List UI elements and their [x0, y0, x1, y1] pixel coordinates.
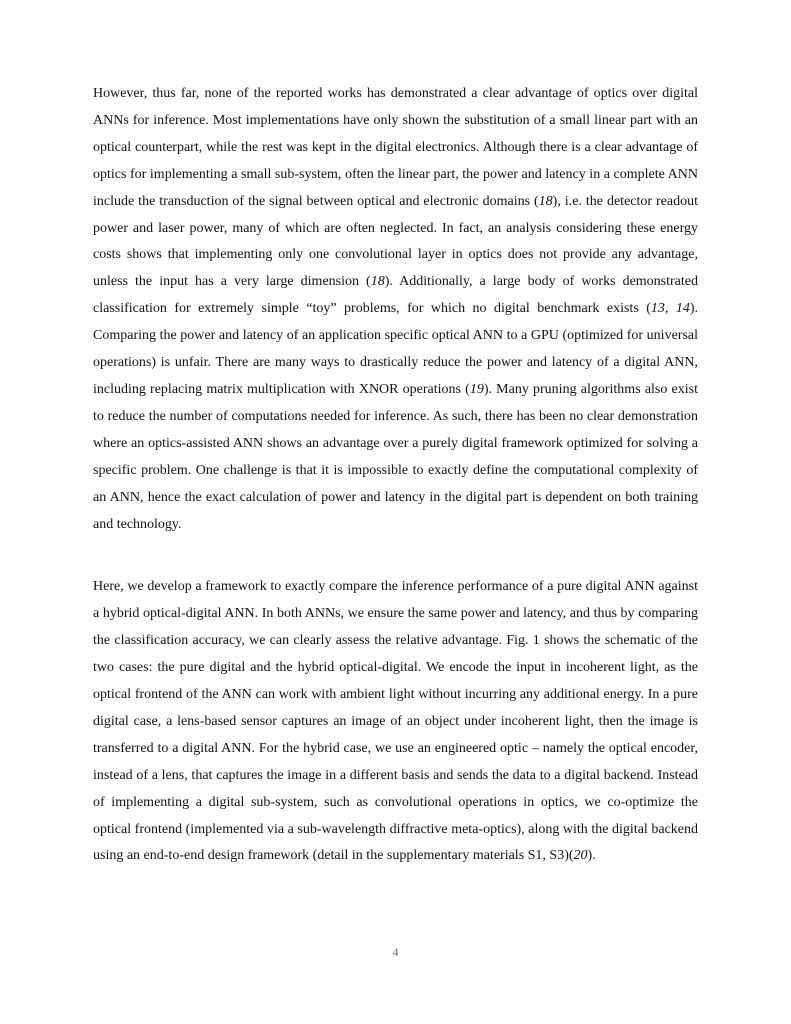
- text-segment: Here, we develop a framework to exactly compare the inference performance of a pure digital ANN against a hybrid optical-digital ANN. In both ANNs, we ensure the same power and latency, and thus by comparing the classification accuracy, we can clearly assess the relative advantage. Fig. 1 shows the schematic of the two cases: the pure digital and the hybrid optical-digital. We encode the input in incoherent light, as the optical frontend of the ANN can work with ambient light without incurring any additional energy. In a pure digital case, a lens-based sensor captures an image of an object under incoherent light, then the image is transferred to a digital ANN. For the hybrid case, we use an engineered optic – namely the optical encoder, instead of a lens, that captures the image in a different basis and sends the data to a digital backend. Instead of implementing a digital sub-system, such as convolutional operations in optics, we co-optimize the optical frontend (implemented via a sub-wavelength diffractive meta-optics), along with the digital backend using an end-to-end design framework (detail in the supplementary materials S1, S3)(: [93, 579, 698, 864]
- text-segment: ), i.e. the detector readout power and laser power, many of which are often neglected. In fact, an analysis considering these energy costs shows that implementing only one convolutional layer in optics does not provide any advantage, unless the input has a very large dimension (: [93, 193, 698, 290]
- paragraph-1: [93, 81, 698, 538]
- citation: 13, 14: [650, 301, 690, 317]
- text-segment: However, thus far, none of the reported works has demonstrated a clear advantage of optics over digital ANNs for inference. Most implementations have only shown the substitution of a small linear part with an optical counterpart, while the rest was kept in the digital electronics. Although there is a clear advantage of optics for implementing a small sub-system, often the linear part, the power and latency in a complete ANN include the transduction of the signal between optical and electronic domains (: [93, 86, 698, 209]
- text-segment: ). Additionally, a large body of works demonstrated classification for extremely simple “toy” problems, for which no digital benchmark exists (: [93, 274, 698, 317]
- citation: 18: [370, 274, 385, 290]
- page-body: [93, 81, 698, 870]
- citation: 18: [538, 193, 553, 209]
- text-segment: ). Many pruning algorithms also exist to reduce the number of computations needed for inference. As such, there has been no clear demonstration where an optics-assisted ANN shows an advantage over a purely digital framework optimized for solving a specific problem. One challenge is that it is impossible to exactly define the computational complexity of an ANN, hence the exact calculation of power and latency in the digital part is dependent on both training and technology.: [93, 381, 698, 532]
- paragraph-2: [93, 574, 698, 870]
- text-segment: ).: [587, 848, 596, 864]
- citation: 20: [573, 848, 588, 864]
- citation: 19: [469, 381, 484, 397]
- page-number: 4: [392, 945, 399, 959]
- text-segment: ). Comparing the power and latency of an application specific optical ANN to a GPU (optimized for universal operations) is unfair. There are many ways to drastically reduce the power and latency of a digital ANN, including replacing matrix multiplication with XNOR operations (: [93, 301, 699, 397]
